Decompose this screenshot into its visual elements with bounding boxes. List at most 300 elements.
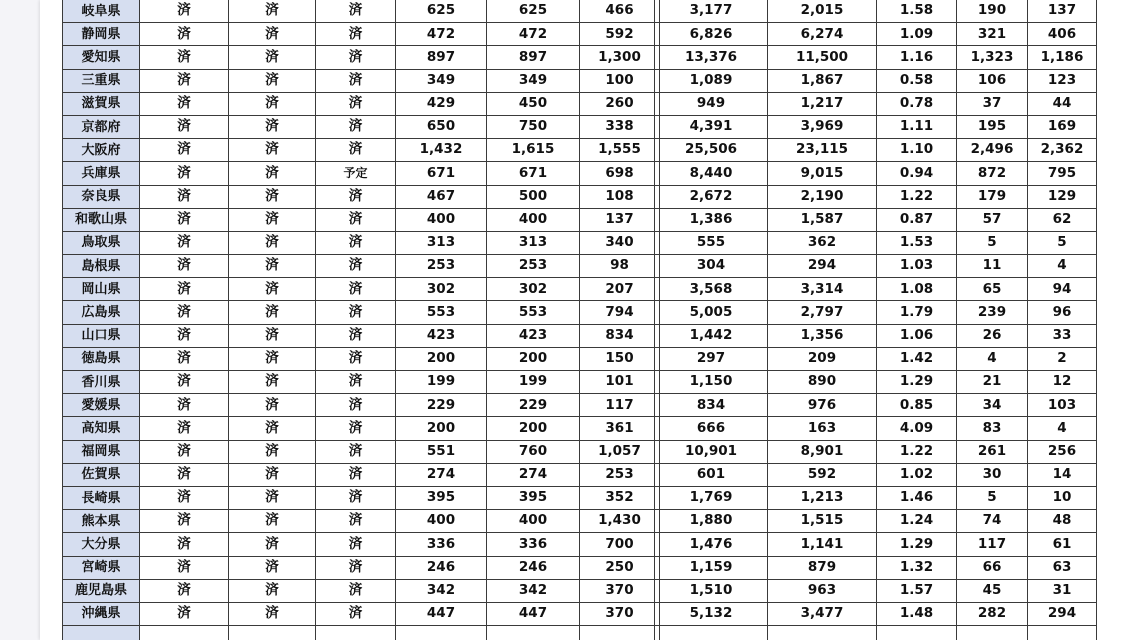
value-cell-3: 108 — [580, 185, 660, 208]
value-cell-1: 553 — [396, 301, 487, 324]
table-row — [655, 208, 1097, 231]
status-cell-2: 済 — [229, 556, 316, 579]
value-cell-2: 302 — [487, 278, 580, 301]
value-cell-8: 169 — [1028, 115, 1097, 138]
status-cell-1: 済 — [140, 185, 229, 208]
value-cell-4: 666 — [655, 417, 768, 440]
table-row — [655, 185, 1097, 208]
value-cell-3: 794 — [580, 301, 660, 324]
status-cell-3: 済 — [316, 417, 396, 440]
value-cell-2: 199 — [487, 371, 580, 394]
table-row — [63, 278, 660, 301]
ratio-cell: 1.32 — [877, 556, 957, 579]
value-cell-3: 592 — [580, 23, 660, 46]
prefecture-cell: 大分県 — [63, 533, 140, 556]
value-cell-5: 1,356 — [768, 324, 877, 347]
value-cell-7: 11 — [957, 255, 1028, 278]
status-cell-3: 済 — [316, 556, 396, 579]
value-cell-3: 338 — [580, 115, 660, 138]
ratio-cell: 0.85 — [877, 394, 957, 417]
ratio-cell: 1.79 — [877, 301, 957, 324]
value-cell-2: 553 — [487, 301, 580, 324]
value-cell-5: 1,867 — [768, 69, 877, 92]
status-cell-2: 済 — [229, 92, 316, 115]
table-row — [63, 162, 660, 185]
value-cell-2: 400 — [487, 510, 580, 533]
value-cell-8: 61 — [1028, 533, 1097, 556]
ratio-cell: 1.58 — [877, 0, 957, 23]
value-cell-3: 1,057 — [580, 440, 660, 463]
status-cell-2: 済 — [229, 69, 316, 92]
table-row — [63, 579, 660, 602]
value-cell-1: 447 — [396, 602, 487, 625]
status-cell-3: 済 — [316, 486, 396, 509]
table-row — [655, 579, 1097, 602]
value-cell-2: 625 — [487, 0, 580, 23]
value-cell-4: 1,510 — [655, 579, 768, 602]
value-cell-5: 1,587 — [768, 208, 877, 231]
value-cell-8: 10 — [1028, 486, 1097, 509]
value-cell-3: 253 — [580, 463, 660, 486]
value-cell-2: 500 — [487, 185, 580, 208]
value-cell-8: 123 — [1028, 69, 1097, 92]
status-cell-2: 済 — [229, 185, 316, 208]
status-cell-2: 済 — [229, 0, 316, 23]
table-row — [63, 46, 660, 69]
value-cell-1: 349 — [396, 69, 487, 92]
value-cell-7: 5 — [957, 231, 1028, 254]
value-cell-5: 3,969 — [768, 115, 877, 138]
value-cell-3: 250 — [580, 556, 660, 579]
value-cell-2: 395 — [487, 486, 580, 509]
value-cell-5: 3,477 — [768, 602, 877, 625]
value-cell-7: 2,496 — [957, 139, 1028, 162]
value-cell-5: 23,115 — [768, 139, 877, 162]
table-row — [655, 0, 1097, 23]
table-row — [655, 139, 1097, 162]
status-cell-1: 済 — [140, 347, 229, 370]
table-row — [655, 231, 1097, 254]
value-cell-2: 671 — [487, 162, 580, 185]
value-cell-5: 592 — [768, 463, 877, 486]
table-row — [655, 92, 1097, 115]
ratio-cell: 1.09 — [877, 23, 957, 46]
value-cell-1: 400 — [396, 510, 487, 533]
value-cell-3 — [580, 626, 660, 640]
table-row — [63, 486, 660, 509]
status-cell-2: 済 — [229, 579, 316, 602]
value-cell-1 — [396, 626, 487, 640]
status-cell-2: 済 — [229, 371, 316, 394]
value-cell-1: 395 — [396, 486, 487, 509]
value-cell-3: 700 — [580, 533, 660, 556]
value-cell-8: 48 — [1028, 510, 1097, 533]
prefecture-cell: 鹿児島県 — [63, 579, 140, 602]
status-cell-2: 済 — [229, 324, 316, 347]
prefecture-cell: 和歌山県 — [63, 208, 140, 231]
table-row — [655, 533, 1097, 556]
value-cell-7: 261 — [957, 440, 1028, 463]
value-cell-1: 229 — [396, 394, 487, 417]
value-cell-5: 3,314 — [768, 278, 877, 301]
value-cell-1: 625 — [396, 0, 487, 23]
status-cell-1: 済 — [140, 231, 229, 254]
value-cell-1: 467 — [396, 185, 487, 208]
ratio-cell: 1.57 — [877, 579, 957, 602]
value-cell-1: 302 — [396, 278, 487, 301]
value-cell-8: 103 — [1028, 394, 1097, 417]
value-cell-2: 450 — [487, 92, 580, 115]
prefecture-cell: 香川県 — [63, 371, 140, 394]
value-cell-4: 13,376 — [655, 46, 768, 69]
status-cell-2: 済 — [229, 301, 316, 324]
table-row — [63, 533, 660, 556]
value-cell-2: 897 — [487, 46, 580, 69]
status-cell-3 — [316, 626, 396, 640]
value-cell-8: 31 — [1028, 579, 1097, 602]
value-cell-8: 795 — [1028, 162, 1097, 185]
status-cell-1: 済 — [140, 602, 229, 625]
value-cell-8: 63 — [1028, 556, 1097, 579]
value-cell-5: 1,217 — [768, 92, 877, 115]
value-cell-4: 25,506 — [655, 139, 768, 162]
value-cell-2: 246 — [487, 556, 580, 579]
table-row — [655, 417, 1097, 440]
table-row — [63, 371, 660, 394]
value-cell-3: 370 — [580, 579, 660, 602]
status-cell-1: 済 — [140, 371, 229, 394]
status-cell-1: 済 — [140, 278, 229, 301]
value-cell-2: 400 — [487, 208, 580, 231]
prefecture-cell: 宮崎県 — [63, 556, 140, 579]
ratio-cell: 1.02 — [877, 463, 957, 486]
value-cell-1: 199 — [396, 371, 487, 394]
value-cell-4: 949 — [655, 92, 768, 115]
status-cell-2: 済 — [229, 463, 316, 486]
value-cell-3: 1,555 — [580, 139, 660, 162]
prefecture-cell: 鳥取県 — [63, 231, 140, 254]
status-cell-1: 済 — [140, 208, 229, 231]
value-cell-3: 137 — [580, 208, 660, 231]
value-cell-7: 37 — [957, 92, 1028, 115]
value-cell-1: 650 — [396, 115, 487, 138]
prefecture-cell: 三重県 — [63, 69, 140, 92]
value-cell-7: 872 — [957, 162, 1028, 185]
document-page — [40, 0, 1136, 640]
value-cell-7: 65 — [957, 278, 1028, 301]
value-cell-8: 33 — [1028, 324, 1097, 347]
table-row — [63, 602, 660, 625]
status-cell-1: 済 — [140, 324, 229, 347]
value-cell-5: 1,515 — [768, 510, 877, 533]
value-cell-1: 897 — [396, 46, 487, 69]
value-cell-3: 834 — [580, 324, 660, 347]
status-cell-1: 済 — [140, 486, 229, 509]
value-cell-7: 30 — [957, 463, 1028, 486]
value-cell-4: 3,568 — [655, 278, 768, 301]
value-cell-8: 294 — [1028, 602, 1097, 625]
table-row — [655, 255, 1097, 278]
value-cell-1: 423 — [396, 324, 487, 347]
ratio-cell — [877, 626, 957, 640]
status-cell-1: 済 — [140, 115, 229, 138]
value-cell-2: 750 — [487, 115, 580, 138]
value-cell-8: 44 — [1028, 92, 1097, 115]
status-cell-2: 済 — [229, 46, 316, 69]
prefecture-cell: 徳島県 — [63, 347, 140, 370]
value-cell-1: 671 — [396, 162, 487, 185]
table-row — [655, 486, 1097, 509]
value-cell-8: 5 — [1028, 231, 1097, 254]
prefecture-cell: 滋賀県 — [63, 92, 140, 115]
value-cell-5: 362 — [768, 231, 877, 254]
value-cell-3: 117 — [580, 394, 660, 417]
value-cell-4: 297 — [655, 347, 768, 370]
value-cell-3: 150 — [580, 347, 660, 370]
prefecture-cell: 大阪府 — [63, 139, 140, 162]
ratio-cell: 4.09 — [877, 417, 957, 440]
value-cell-8: 2 — [1028, 347, 1097, 370]
status-cell-2: 済 — [229, 255, 316, 278]
value-cell-7: 1,323 — [957, 46, 1028, 69]
value-cell-4: 4,391 — [655, 115, 768, 138]
table-row — [63, 347, 660, 370]
status-cell-1 — [140, 626, 229, 640]
status-cell-2 — [229, 626, 316, 640]
status-cell-3: 済 — [316, 139, 396, 162]
status-cell-3: 済 — [316, 579, 396, 602]
status-cell-3: 済 — [316, 440, 396, 463]
value-cell-5: 976 — [768, 394, 877, 417]
value-cell-8: 4 — [1028, 255, 1097, 278]
value-cell-8: 96 — [1028, 301, 1097, 324]
table-row — [655, 394, 1097, 417]
value-cell-1: 200 — [396, 417, 487, 440]
value-cell-2: 472 — [487, 23, 580, 46]
ratio-cell: 1.10 — [877, 139, 957, 162]
table-row — [63, 510, 660, 533]
value-cell-7: 26 — [957, 324, 1028, 347]
value-cell-8: 4 — [1028, 417, 1097, 440]
value-cell-7: 34 — [957, 394, 1028, 417]
value-cell-2: 349 — [487, 69, 580, 92]
value-cell-2: 447 — [487, 602, 580, 625]
value-cell-4: 1,476 — [655, 533, 768, 556]
table-row — [655, 278, 1097, 301]
value-cell-2: 313 — [487, 231, 580, 254]
status-cell-3: 済 — [316, 394, 396, 417]
value-cell-5: 11,500 — [768, 46, 877, 69]
status-cell-1: 済 — [140, 46, 229, 69]
value-cell-5: 9,015 — [768, 162, 877, 185]
value-cell-2: 200 — [487, 417, 580, 440]
value-cell-2: 760 — [487, 440, 580, 463]
status-cell-3: 済 — [316, 324, 396, 347]
table-row — [63, 139, 660, 162]
value-cell-4 — [655, 626, 768, 640]
value-cell-5: 1,213 — [768, 486, 877, 509]
status-cell-3: 済 — [316, 208, 396, 231]
value-cell-5: 294 — [768, 255, 877, 278]
table-row — [63, 301, 660, 324]
value-cell-7: 5 — [957, 486, 1028, 509]
value-cell-5: 2,190 — [768, 185, 877, 208]
value-cell-2: 1,615 — [487, 139, 580, 162]
table-row — [655, 463, 1097, 486]
value-cell-4: 1,442 — [655, 324, 768, 347]
status-cell-3: 済 — [316, 92, 396, 115]
value-cell-5 — [768, 626, 877, 640]
prefecture-cell: 京都府 — [63, 115, 140, 138]
status-cell-3: 済 — [316, 278, 396, 301]
value-cell-1: 342 — [396, 579, 487, 602]
status-cell-2: 済 — [229, 486, 316, 509]
status-cell-2: 済 — [229, 417, 316, 440]
status-cell-1: 済 — [140, 301, 229, 324]
value-cell-5: 963 — [768, 579, 877, 602]
prefecture-cell: 広島県 — [63, 301, 140, 324]
ratio-cell: 1.06 — [877, 324, 957, 347]
table-row — [63, 255, 660, 278]
value-cell-2: 342 — [487, 579, 580, 602]
value-cell-7 — [957, 626, 1028, 640]
value-cell-1: 200 — [396, 347, 487, 370]
status-cell-3: 済 — [316, 463, 396, 486]
status-cell-2: 済 — [229, 278, 316, 301]
status-cell-1: 済 — [140, 69, 229, 92]
value-cell-3: 340 — [580, 231, 660, 254]
table-row — [655, 556, 1097, 579]
table-row — [655, 510, 1097, 533]
ratio-cell: 1.22 — [877, 185, 957, 208]
value-cell-7: 74 — [957, 510, 1028, 533]
status-cell-3: 済 — [316, 602, 396, 625]
value-cell-4: 601 — [655, 463, 768, 486]
table-row — [655, 347, 1097, 370]
value-cell-3: 1,430 — [580, 510, 660, 533]
value-cell-1: 274 — [396, 463, 487, 486]
prefecture-cell: 熊本県 — [63, 510, 140, 533]
value-cell-2: 229 — [487, 394, 580, 417]
value-cell-4: 8,440 — [655, 162, 768, 185]
status-cell-1: 済 — [140, 556, 229, 579]
prefecture-status-table — [62, 0, 660, 640]
status-cell-2: 済 — [229, 347, 316, 370]
value-cell-8: 129 — [1028, 185, 1097, 208]
status-cell-1: 済 — [140, 533, 229, 556]
status-cell-3: 済 — [316, 185, 396, 208]
value-cell-8: 406 — [1028, 23, 1097, 46]
value-cell-4: 1,150 — [655, 371, 768, 394]
ratio-cell: 1.16 — [877, 46, 957, 69]
value-cell-4: 5,005 — [655, 301, 768, 324]
table-row — [655, 371, 1097, 394]
value-cell-4: 1,880 — [655, 510, 768, 533]
value-cell-3: 361 — [580, 417, 660, 440]
value-cell-7: 45 — [957, 579, 1028, 602]
value-cell-3: 260 — [580, 92, 660, 115]
value-cell-7: 321 — [957, 23, 1028, 46]
table-row — [63, 92, 660, 115]
value-cell-8: 2,362 — [1028, 139, 1097, 162]
value-cell-5: 879 — [768, 556, 877, 579]
prefecture-cell: 奈良県 — [63, 185, 140, 208]
table-row — [63, 208, 660, 231]
status-cell-2: 済 — [229, 162, 316, 185]
ratio-cell: 1.11 — [877, 115, 957, 138]
prefecture-cell: 長崎県 — [63, 486, 140, 509]
value-cell-1: 472 — [396, 23, 487, 46]
value-cell-7: 190 — [957, 0, 1028, 23]
value-cell-8: 1,186 — [1028, 46, 1097, 69]
value-cell-5: 8,901 — [768, 440, 877, 463]
prefecture-cell — [63, 626, 140, 640]
ratio-cell: 0.87 — [877, 208, 957, 231]
value-cell-1: 313 — [396, 231, 487, 254]
prefecture-cell: 岐阜県 — [63, 0, 140, 23]
status-cell-1: 済 — [140, 162, 229, 185]
value-cell-5: 2,015 — [768, 0, 877, 23]
value-cell-4: 6,826 — [655, 23, 768, 46]
value-cell-7: 239 — [957, 301, 1028, 324]
value-cell-3: 1,300 — [580, 46, 660, 69]
value-cell-2: 423 — [487, 324, 580, 347]
prefecture-cell: 島根県 — [63, 255, 140, 278]
value-cell-8: 256 — [1028, 440, 1097, 463]
value-cell-1: 336 — [396, 533, 487, 556]
table-row — [63, 115, 660, 138]
value-cell-4: 1,159 — [655, 556, 768, 579]
status-cell-2: 済 — [229, 115, 316, 138]
table-row — [63, 417, 660, 440]
value-cell-7: 21 — [957, 371, 1028, 394]
status-cell-3: 済 — [316, 115, 396, 138]
value-cell-3: 98 — [580, 255, 660, 278]
status-cell-1: 済 — [140, 139, 229, 162]
value-cell-3: 100 — [580, 69, 660, 92]
value-cell-8: 12 — [1028, 371, 1097, 394]
status-cell-3: 済 — [316, 510, 396, 533]
ratio-cell: 1.03 — [877, 255, 957, 278]
value-cell-3: 698 — [580, 162, 660, 185]
value-cell-5: 6,274 — [768, 23, 877, 46]
value-cell-1: 551 — [396, 440, 487, 463]
status-cell-3: 済 — [316, 255, 396, 278]
value-cell-7: 4 — [957, 347, 1028, 370]
prefecture-cell: 愛知県 — [63, 46, 140, 69]
value-cell-4: 2,672 — [655, 185, 768, 208]
status-cell-1: 済 — [140, 394, 229, 417]
status-cell-1: 済 — [140, 23, 229, 46]
status-cell-3: 済 — [316, 371, 396, 394]
ratio-cell: 0.78 — [877, 92, 957, 115]
prefecture-cell: 静岡県 — [63, 23, 140, 46]
value-cell-4: 1,386 — [655, 208, 768, 231]
status-cell-2: 済 — [229, 231, 316, 254]
table-row — [63, 231, 660, 254]
value-cell-4: 555 — [655, 231, 768, 254]
value-cell-7: 83 — [957, 417, 1028, 440]
status-cell-1: 済 — [140, 440, 229, 463]
status-cell-3: 済 — [316, 23, 396, 46]
value-cell-4: 1,089 — [655, 69, 768, 92]
status-cell-2: 済 — [229, 23, 316, 46]
prefecture-cell: 愛媛県 — [63, 394, 140, 417]
table-row — [63, 185, 660, 208]
status-cell-3: 済 — [316, 231, 396, 254]
value-cell-5: 890 — [768, 371, 877, 394]
value-cell-7: 195 — [957, 115, 1028, 138]
